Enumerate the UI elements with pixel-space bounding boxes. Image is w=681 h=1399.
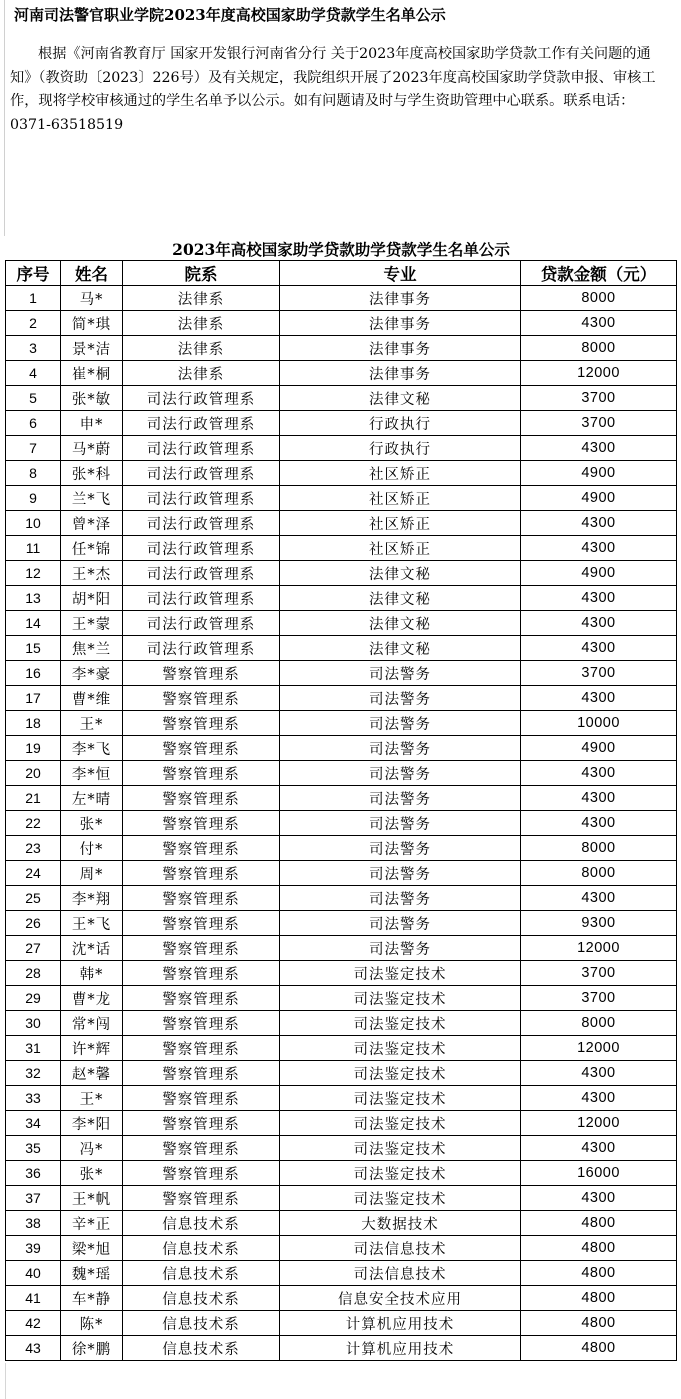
cell-name: 崔*桐 [61, 361, 123, 386]
table-row [6, 886, 677, 911]
cell-major: 信息安全技术应用 [280, 1286, 521, 1311]
cell-serial: 12 [6, 561, 61, 586]
cell-loan-amount: 4300 [521, 611, 677, 636]
header-name: 姓名 [61, 261, 123, 286]
cell-department: 警察管理系 [123, 761, 280, 786]
header-major: 专业 [280, 261, 521, 286]
cell-loan-amount: 4900 [521, 461, 677, 486]
cell-department: 警察管理系 [123, 786, 280, 811]
cell-major: 司法信息技术 [280, 1236, 521, 1261]
cell-department: 警察管理系 [123, 736, 280, 761]
cell-major: 法律文秘 [280, 586, 521, 611]
cell-loan-amount: 4900 [521, 736, 677, 761]
cell-major: 司法警务 [280, 836, 521, 861]
cell-loan-amount: 4300 [521, 886, 677, 911]
cell-major: 法律文秘 [280, 561, 521, 586]
cell-loan-amount: 12000 [521, 1036, 677, 1061]
cell-department: 信息技术系 [123, 1286, 280, 1311]
cell-loan-amount: 3700 [521, 411, 677, 436]
cell-loan-amount: 4300 [521, 1136, 677, 1161]
cell-department: 警察管理系 [123, 961, 280, 986]
table-row [6, 1011, 677, 1036]
cell-name: 王* [61, 1086, 123, 1111]
cell-loan-amount: 4300 [521, 1086, 677, 1111]
cell-name: 陈* [61, 1311, 123, 1336]
table-caption: 2023年高校国家助学贷款助学贷款学生名单公示 [172, 239, 510, 259]
cell-name: 车*静 [61, 1286, 123, 1311]
cell-loan-amount: 4300 [521, 786, 677, 811]
cell-major: 司法警务 [280, 736, 521, 761]
cell-serial: 17 [6, 686, 61, 711]
cell-serial: 22 [6, 811, 61, 836]
cell-major: 法律文秘 [280, 611, 521, 636]
cell-name: 韩* [61, 961, 123, 986]
cell-major: 司法鉴定技术 [280, 1011, 521, 1036]
cell-major: 司法鉴定技术 [280, 1136, 521, 1161]
cell-loan-amount: 4900 [521, 486, 677, 511]
table-row [6, 386, 677, 411]
cell-department: 司法行政管理系 [123, 461, 280, 486]
cell-serial: 1 [6, 286, 61, 311]
table-row [6, 536, 677, 561]
cell-serial: 13 [6, 586, 61, 611]
cell-name: 魏*瑶 [61, 1261, 123, 1286]
cell-department: 警察管理系 [123, 1086, 280, 1111]
cell-major: 社区矫正 [280, 486, 521, 511]
cell-name: 梁*旭 [61, 1236, 123, 1261]
cell-loan-amount: 4800 [521, 1336, 677, 1361]
cell-department: 警察管理系 [123, 711, 280, 736]
cell-name: 曾*泽 [61, 511, 123, 536]
table-row [6, 461, 677, 486]
cell-loan-amount: 12000 [521, 1111, 677, 1136]
cell-department: 警察管理系 [123, 986, 280, 1011]
cell-loan-amount: 4300 [521, 811, 677, 836]
cell-department: 警察管理系 [123, 1186, 280, 1211]
cell-major: 社区矫正 [280, 536, 521, 561]
table-row [6, 761, 677, 786]
cell-major: 行政执行 [280, 411, 521, 436]
cell-major: 计算机应用技术 [280, 1336, 521, 1361]
cell-department: 法律系 [123, 361, 280, 386]
table-row [6, 811, 677, 836]
cell-serial: 33 [6, 1086, 61, 1111]
cell-department: 警察管理系 [123, 661, 280, 686]
cell-loan-amount: 8000 [521, 836, 677, 861]
cell-major: 计算机应用技术 [280, 1311, 521, 1336]
table-row [6, 561, 677, 586]
cell-serial: 38 [6, 1211, 61, 1236]
cell-major: 法律文秘 [280, 386, 521, 411]
cell-serial: 31 [6, 1036, 61, 1061]
cell-serial: 36 [6, 1161, 61, 1186]
cell-name: 李*翔 [61, 886, 123, 911]
cell-loan-amount: 3700 [521, 661, 677, 686]
cell-major: 司法鉴定技术 [280, 986, 521, 1011]
cell-name: 辛*正 [61, 1211, 123, 1236]
cell-department: 司法行政管理系 [123, 611, 280, 636]
cell-loan-amount: 4300 [521, 511, 677, 536]
table-row [6, 286, 677, 311]
cell-loan-amount: 12000 [521, 361, 677, 386]
cell-name: 冯* [61, 1136, 123, 1161]
cell-department: 司法行政管理系 [123, 511, 280, 536]
cell-serial: 2 [6, 311, 61, 336]
table-row [6, 486, 677, 511]
cell-name: 马* [61, 286, 123, 311]
cell-name: 左*晴 [61, 786, 123, 811]
cell-serial: 10 [6, 511, 61, 536]
cell-serial: 11 [6, 536, 61, 561]
cell-serial: 37 [6, 1186, 61, 1211]
cell-major: 司法鉴定技术 [280, 1186, 521, 1211]
cell-name: 任*锦 [61, 536, 123, 561]
cell-serial: 39 [6, 1236, 61, 1261]
cell-name: 曹*龙 [61, 986, 123, 1011]
cell-loan-amount: 16000 [521, 1161, 677, 1186]
cell-name: 兰*飞 [61, 486, 123, 511]
cell-serial: 23 [6, 836, 61, 861]
cell-serial: 7 [6, 436, 61, 461]
cell-loan-amount: 9300 [521, 911, 677, 936]
header-loan-amount: 贷款金额（元） [521, 261, 677, 286]
table-row [6, 986, 677, 1011]
table-row [6, 311, 677, 336]
cell-department: 警察管理系 [123, 861, 280, 886]
cell-name: 王*帆 [61, 1186, 123, 1211]
cell-major: 司法鉴定技术 [280, 1111, 521, 1136]
cell-name: 李*恒 [61, 761, 123, 786]
cell-serial: 8 [6, 461, 61, 486]
table-row [6, 411, 677, 436]
cell-serial: 19 [6, 736, 61, 761]
table-row [6, 1036, 677, 1061]
cell-loan-amount: 4300 [521, 1186, 677, 1211]
cell-major: 司法警务 [280, 686, 521, 711]
cell-name: 王*杰 [61, 561, 123, 586]
table-row [6, 1086, 677, 1111]
table-row [6, 436, 677, 461]
cell-name: 申* [61, 411, 123, 436]
cell-department: 警察管理系 [123, 911, 280, 936]
table-row [6, 636, 677, 661]
cell-department: 司法行政管理系 [123, 486, 280, 511]
cell-serial: 25 [6, 886, 61, 911]
cell-department: 警察管理系 [123, 1036, 280, 1061]
cell-major: 司法警务 [280, 661, 521, 686]
cell-major: 司法警务 [280, 936, 521, 961]
cell-name: 周* [61, 861, 123, 886]
cell-serial: 42 [6, 1311, 61, 1336]
cell-serial: 3 [6, 336, 61, 361]
cell-serial: 41 [6, 1286, 61, 1311]
cell-department: 警察管理系 [123, 811, 280, 836]
cell-serial: 32 [6, 1061, 61, 1086]
table-row [6, 1136, 677, 1161]
cell-serial: 5 [6, 386, 61, 411]
header-serial: 序号 [6, 261, 61, 286]
cell-major: 法律事务 [280, 361, 521, 386]
cell-loan-amount: 8000 [521, 336, 677, 361]
cell-loan-amount: 3700 [521, 986, 677, 1011]
cell-loan-amount: 4800 [521, 1236, 677, 1261]
cell-major: 司法鉴定技术 [280, 1086, 521, 1111]
sheet-gridline [4, 0, 5, 236]
cell-major: 大数据技术 [280, 1211, 521, 1236]
cell-name: 付* [61, 836, 123, 861]
cell-department: 警察管理系 [123, 1061, 280, 1086]
cell-serial: 20 [6, 761, 61, 786]
cell-department: 警察管理系 [123, 936, 280, 961]
cell-loan-amount: 3700 [521, 961, 677, 986]
cell-loan-amount: 4300 [521, 311, 677, 336]
cell-major: 司法警务 [280, 886, 521, 911]
table-row [6, 686, 677, 711]
cell-major: 司法警务 [280, 711, 521, 736]
cell-major: 法律事务 [280, 286, 521, 311]
cell-department: 信息技术系 [123, 1261, 280, 1286]
cell-name: 李*阳 [61, 1111, 123, 1136]
table-row [6, 511, 677, 536]
cell-department: 法律系 [123, 336, 280, 361]
table-row [6, 1236, 677, 1261]
table-row [6, 1211, 677, 1236]
cell-loan-amount: 4800 [521, 1211, 677, 1236]
cell-name: 王* [61, 711, 123, 736]
table-body [6, 286, 677, 1361]
table-row [6, 836, 677, 861]
table-caption-row [6, 237, 677, 261]
cell-department: 警察管理系 [123, 1111, 280, 1136]
cell-loan-amount: 8000 [521, 1011, 677, 1036]
loan-student-table [5, 237, 677, 1361]
cell-major: 司法鉴定技术 [280, 1061, 521, 1086]
cell-serial: 27 [6, 936, 61, 961]
cell-serial: 40 [6, 1261, 61, 1286]
table-row [6, 911, 677, 936]
cell-department: 警察管理系 [123, 1161, 280, 1186]
cell-major: 法律事务 [280, 336, 521, 361]
cell-name: 张* [61, 811, 123, 836]
cell-department: 信息技术系 [123, 1211, 280, 1236]
cell-department: 信息技术系 [123, 1311, 280, 1336]
cell-department: 司法行政管理系 [123, 536, 280, 561]
cell-department: 法律系 [123, 286, 280, 311]
cell-loan-amount: 8000 [521, 286, 677, 311]
cell-serial: 34 [6, 1111, 61, 1136]
cell-name: 赵*馨 [61, 1061, 123, 1086]
cell-major: 司法警务 [280, 786, 521, 811]
table-row [6, 1161, 677, 1186]
cell-name: 王*飞 [61, 911, 123, 936]
cell-loan-amount: 4300 [521, 636, 677, 661]
table-row [6, 1336, 677, 1361]
table-row [6, 1186, 677, 1211]
cell-major: 法律事务 [280, 311, 521, 336]
table-row [6, 736, 677, 761]
table-row [6, 786, 677, 811]
cell-name: 李*飞 [61, 736, 123, 761]
cell-loan-amount: 8000 [521, 861, 677, 886]
cell-loan-amount: 4300 [521, 686, 677, 711]
cell-serial: 14 [6, 611, 61, 636]
cell-serial: 35 [6, 1136, 61, 1161]
cell-name: 胡*阳 [61, 586, 123, 611]
cell-serial: 4 [6, 361, 61, 386]
cell-loan-amount: 4900 [521, 561, 677, 586]
cell-department: 司法行政管理系 [123, 436, 280, 461]
cell-department: 警察管理系 [123, 1136, 280, 1161]
document-title: 河南司法警官职业学院2023年度高校国家助学贷款学生名单公示 [14, 6, 446, 24]
cell-name: 李*豪 [61, 661, 123, 686]
table-row [6, 936, 677, 961]
cell-serial: 16 [6, 661, 61, 686]
cell-major: 司法警务 [280, 911, 521, 936]
table-row [6, 1111, 677, 1136]
table-row [6, 361, 677, 386]
cell-name: 曹*维 [61, 686, 123, 711]
cell-department: 司法行政管理系 [123, 411, 280, 436]
cell-serial: 30 [6, 1011, 61, 1036]
cell-name: 沈*话 [61, 936, 123, 961]
table-row [6, 611, 677, 636]
table-row [6, 1286, 677, 1311]
cell-major: 司法警务 [280, 761, 521, 786]
cell-loan-amount: 4800 [521, 1311, 677, 1336]
cell-department: 司法行政管理系 [123, 386, 280, 411]
cell-name: 简*琪 [61, 311, 123, 336]
cell-loan-amount: 3700 [521, 386, 677, 411]
cell-major: 司法信息技术 [280, 1261, 521, 1286]
cell-serial: 6 [6, 411, 61, 436]
cell-major: 司法警务 [280, 861, 521, 886]
table-row [6, 336, 677, 361]
cell-serial: 26 [6, 911, 61, 936]
cell-serial: 21 [6, 786, 61, 811]
table-row [6, 586, 677, 611]
table-header-row [6, 261, 677, 286]
cell-major: 司法鉴定技术 [280, 1161, 521, 1186]
notice-paragraph: 根据《河南省教育厅 国家开发银行河南省分行 关于2023年度高校国家助学贷款工作有关问题的通知》（教资助〔2023〕226号）及有关规定，我院组织开展了2023年度高校国家助学贷款申报、审核工作，现将学校审核通过的学生名单予以公示。如有问题请及时与学生资助管理中心联系。联系电话：0371-63518519 [10, 46, 656, 133]
table-row [6, 661, 677, 686]
cell-serial: 43 [6, 1336, 61, 1361]
cell-loan-amount: 4800 [521, 1286, 677, 1311]
cell-serial: 29 [6, 986, 61, 1011]
cell-department: 信息技术系 [123, 1336, 280, 1361]
cell-loan-amount: 12000 [521, 936, 677, 961]
cell-name: 景*洁 [61, 336, 123, 361]
cell-serial: 24 [6, 861, 61, 886]
cell-loan-amount: 4300 [521, 436, 677, 461]
cell-department: 警察管理系 [123, 686, 280, 711]
table-row [6, 1261, 677, 1286]
cell-name: 焦*兰 [61, 636, 123, 661]
cell-name: 常*闯 [61, 1011, 123, 1036]
cell-major: 司法鉴定技术 [280, 1036, 521, 1061]
cell-major: 司法警务 [280, 811, 521, 836]
cell-loan-amount: 4300 [521, 536, 677, 561]
table-row [6, 711, 677, 736]
cell-name: 王*蒙 [61, 611, 123, 636]
cell-loan-amount: 4800 [521, 1261, 677, 1286]
cell-serial: 28 [6, 961, 61, 986]
cell-loan-amount: 4300 [521, 761, 677, 786]
cell-major: 行政执行 [280, 436, 521, 461]
table-row [6, 861, 677, 886]
cell-loan-amount: 4300 [521, 1061, 677, 1086]
sheet-blank-area [5, 1363, 677, 1399]
cell-serial: 15 [6, 636, 61, 661]
cell-department: 司法行政管理系 [123, 586, 280, 611]
cell-department: 警察管理系 [123, 886, 280, 911]
cell-name: 张*敏 [61, 386, 123, 411]
cell-name: 许*辉 [61, 1036, 123, 1061]
header-department: 院系 [123, 261, 280, 286]
cell-name: 张* [61, 1161, 123, 1186]
table-row [6, 1061, 677, 1086]
table-row [6, 1311, 677, 1336]
cell-serial: 18 [6, 711, 61, 736]
cell-major: 社区矫正 [280, 461, 521, 486]
cell-loan-amount: 10000 [521, 711, 677, 736]
cell-department: 法律系 [123, 311, 280, 336]
cell-department: 警察管理系 [123, 836, 280, 861]
cell-major: 法律文秘 [280, 636, 521, 661]
cell-department: 信息技术系 [123, 1236, 280, 1261]
cell-name: 徐*鹏 [61, 1336, 123, 1361]
cell-name: 马*蔚 [61, 436, 123, 461]
cell-department: 警察管理系 [123, 1011, 280, 1036]
cell-serial: 9 [6, 486, 61, 511]
cell-major: 社区矫正 [280, 511, 521, 536]
cell-department: 司法行政管理系 [123, 636, 280, 661]
cell-department: 司法行政管理系 [123, 561, 280, 586]
table-row [6, 961, 677, 986]
cell-major: 司法鉴定技术 [280, 961, 521, 986]
cell-loan-amount: 4300 [521, 586, 677, 611]
cell-name: 张*科 [61, 461, 123, 486]
